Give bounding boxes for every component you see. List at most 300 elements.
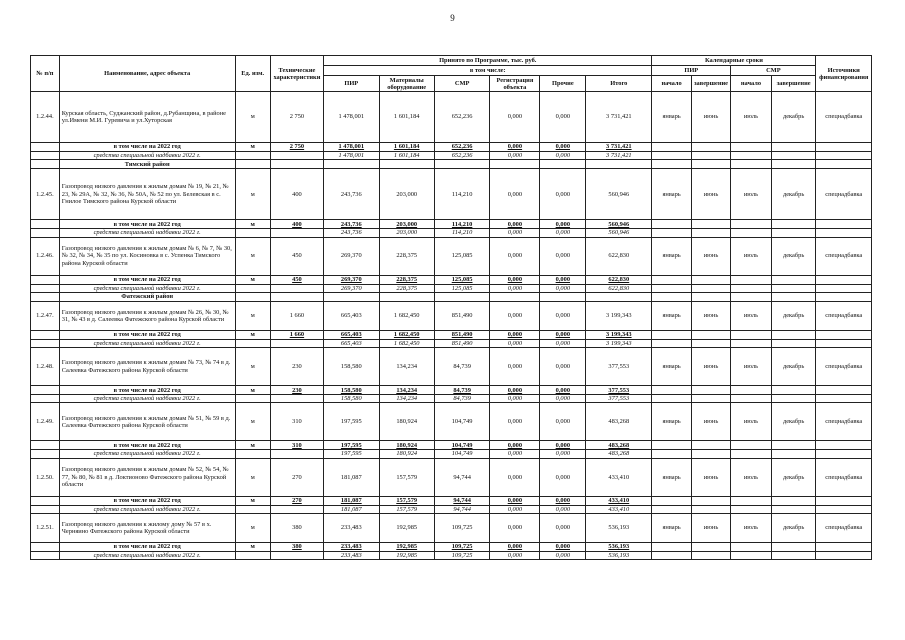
cell-reg: 0,000 (490, 386, 540, 395)
page-number: 9 (450, 13, 455, 23)
cell-other: 0,000 (540, 543, 586, 552)
cell-mat: 180,924 (379, 450, 434, 458)
cell-smr: 94,744 (434, 505, 489, 513)
cell-source-label: средства специальной надбавки 2022 г. (59, 450, 235, 458)
table-row (31, 403, 872, 441)
cell-empty (31, 152, 60, 160)
cell-smr-end: декабрь (771, 348, 816, 386)
cell-empty (731, 275, 772, 284)
cell-total: 622,830 (586, 275, 652, 284)
cal-pir-header: ПИР (652, 66, 731, 76)
cell-unit: м (235, 330, 270, 339)
cell-empty (691, 275, 730, 284)
cell-empty (490, 160, 540, 169)
cell-mat: 134,234 (379, 386, 434, 395)
cell-pir: 158,580 (324, 348, 379, 386)
cell-name: Газопровод низкого давления к жилым домам № 6, № 7, № 30, № 32, № 34, № 35 по ул. Косиновка в с. Успенка Тимского района Курской области (59, 237, 235, 275)
cell-empty (31, 339, 60, 347)
cell-smr: 109,725 (434, 543, 489, 552)
cell-empty (816, 284, 872, 292)
cell-unit: м (235, 543, 270, 552)
cell-smr-start: июль (731, 458, 772, 496)
cell-reg: 0,000 (490, 301, 540, 330)
cell-empty (771, 496, 816, 505)
table-row (31, 237, 872, 275)
cell-empty (816, 543, 872, 552)
cell-other: 0,000 (540, 237, 586, 275)
cell-empty (691, 339, 730, 347)
cell-mat: 1 601,184 (379, 143, 434, 152)
cell-total: 3 731,421 (586, 152, 652, 160)
year-total-row (31, 330, 872, 339)
cell-source-label: средства специальной надбавки 2022 г. (59, 552, 235, 560)
cell-total: 377,553 (586, 395, 652, 403)
col-materials-header: Материалы оборудование (379, 76, 434, 92)
cell-empty (31, 292, 60, 301)
col-funding-header: Источники финансирования (816, 56, 872, 92)
cell-smr: 125,085 (434, 275, 489, 284)
cell-other: 0,000 (540, 441, 586, 450)
cell-reg: 0,000 (490, 92, 540, 143)
cell-empty (731, 152, 772, 160)
cell-tech: 270 (270, 458, 323, 496)
cell-num: 1.2.50. (31, 458, 60, 496)
cell-name: Газопровод низкого давления к жилому дому № 57 в х. Черняино Фатежского района Курской области (59, 514, 235, 543)
cell-mat: 203,000 (379, 169, 434, 220)
cell-empty (270, 229, 323, 237)
cell-reg: 0,000 (490, 458, 540, 496)
cell-other: 0,000 (540, 403, 586, 441)
cell-pir-start: январь (652, 348, 691, 386)
cell-total: 433,410 (586, 505, 652, 513)
cell-empty (586, 160, 652, 169)
cell-other: 0,000 (540, 514, 586, 543)
cell-empty (771, 395, 816, 403)
cell-empty (731, 292, 772, 301)
cell-empty (816, 220, 872, 229)
cell-unit: м (235, 403, 270, 441)
cell-pir-end: июнь (691, 301, 730, 330)
cell-empty (771, 152, 816, 160)
table-row (31, 458, 872, 496)
cell-pir: 181,087 (324, 496, 379, 505)
program-table (30, 55, 872, 560)
cell-other: 0,000 (540, 143, 586, 152)
cell-total: 433,410 (586, 496, 652, 505)
funding-source-row (31, 505, 872, 513)
year-total-row (31, 275, 872, 284)
cell-empty (691, 505, 730, 513)
cell-reg: 0,000 (490, 348, 540, 386)
cell-pir: 197,595 (324, 441, 379, 450)
cell-empty (771, 543, 816, 552)
cell-total: 377,553 (586, 386, 652, 395)
cal-smr-header: СМР (731, 66, 816, 76)
cell-pir-end: июнь (691, 458, 730, 496)
cell-empty (771, 552, 816, 560)
cell-mat: 157,579 (379, 458, 434, 496)
cell-empty (691, 552, 730, 560)
cell-empty (652, 450, 691, 458)
year-total-row (31, 386, 872, 395)
cell-reg: 0,000 (490, 237, 540, 275)
cell-other: 0,000 (540, 284, 586, 292)
cell-empty (652, 275, 691, 284)
table-row (31, 92, 872, 143)
cell-smr-start: июль (731, 514, 772, 543)
cell-unit: м (235, 514, 270, 543)
cell-mat: 192,985 (379, 514, 434, 543)
cell-empty (771, 220, 816, 229)
col-smr-start-header: начало (731, 76, 772, 92)
cell-empty (652, 220, 691, 229)
col-total-header: Итого (586, 76, 652, 92)
cell-empty (270, 339, 323, 347)
cell-source-label: средства специальной надбавки 2022 г. (59, 152, 235, 160)
cell-empty (691, 160, 730, 169)
cell-empty (691, 450, 730, 458)
cell-smr: 109,725 (434, 552, 489, 560)
cell-tech: 270 (270, 496, 323, 505)
cell-empty (816, 160, 872, 169)
cell-empty (816, 152, 872, 160)
cell-name: Газопровод низкого давления к жилым домам № 19, № 21, № 23, № 29А, № 32, № 36, № 50А, № 52 по ул. Белевская в с. Гнилое Тимского района Курской области (59, 169, 235, 220)
cell-empty (652, 386, 691, 395)
cell-empty (270, 284, 323, 292)
cell-mat: 180,924 (379, 441, 434, 450)
cell-total: 3 731,421 (586, 143, 652, 152)
cell-unit: м (235, 220, 270, 229)
cell-unit: м (235, 301, 270, 330)
cell-empty (731, 220, 772, 229)
cell-empty (235, 552, 270, 560)
cell-empty (652, 395, 691, 403)
cell-funding: спецнадбавка (816, 458, 872, 496)
col-reg-header: Регистрация объекта (490, 76, 540, 92)
cell-empty (235, 395, 270, 403)
cell-funding: спецнадбавка (816, 403, 872, 441)
table-row (31, 348, 872, 386)
cell-smr: 109,725 (434, 514, 489, 543)
cell-empty (31, 229, 60, 237)
cell-total: 483,268 (586, 403, 652, 441)
cell-empty (270, 395, 323, 403)
cell-other: 0,000 (540, 386, 586, 395)
cell-smr-end: декабрь (771, 403, 816, 441)
cell-empty (691, 284, 730, 292)
cell-empty (691, 229, 730, 237)
col-other-header: Прочие (540, 76, 586, 92)
cell-empty (731, 543, 772, 552)
cell-empty (816, 292, 872, 301)
cell-empty (235, 292, 270, 301)
cell-empty (731, 552, 772, 560)
cell-empty (270, 552, 323, 560)
cell-empty (270, 505, 323, 513)
cell-smr-end: декабрь (771, 92, 816, 143)
cell-mat: 1 682,450 (379, 339, 434, 347)
cell-empty (816, 450, 872, 458)
cell-total: 536,193 (586, 543, 652, 552)
cell-funding: спецнадбавка (816, 514, 872, 543)
cell-unit: м (235, 348, 270, 386)
cell-empty (816, 386, 872, 395)
cell-mat: 1 682,450 (379, 301, 434, 330)
cell-tech: 400 (270, 220, 323, 229)
cell-empty (652, 543, 691, 552)
cell-tech: 450 (270, 237, 323, 275)
cell-empty (816, 395, 872, 403)
cell-smr: 125,085 (434, 284, 489, 292)
cell-smr: 851,490 (434, 330, 489, 339)
cell-tech: 2 750 (270, 143, 323, 152)
cell-empty (771, 441, 816, 450)
col-unit-header: Ед. изм. (235, 56, 270, 92)
cell-pir: 181,087 (324, 505, 379, 513)
cell-empty (540, 292, 586, 301)
cell-reg: 0,000 (490, 152, 540, 160)
cell-mat: 203,000 (379, 229, 434, 237)
cell-empty (652, 552, 691, 560)
cell-unit: м (235, 237, 270, 275)
cell-empty (652, 160, 691, 169)
cell-empty (652, 292, 691, 301)
cell-total: 560,946 (586, 169, 652, 220)
cell-pir: 269,370 (324, 284, 379, 292)
funding-source-row (31, 229, 872, 237)
cell-empty (235, 505, 270, 513)
cell-empty (652, 284, 691, 292)
cell-smr: 114,210 (434, 169, 489, 220)
cell-reg: 0,000 (490, 339, 540, 347)
cell-other: 0,000 (540, 330, 586, 339)
cell-empty (731, 441, 772, 450)
accepted-header: Принято по Программе, тыс. руб. (324, 56, 652, 66)
cell-mat: 192,985 (379, 543, 434, 552)
cell-mat: 157,579 (379, 505, 434, 513)
cell-total-label: в том числе на 2022 год (59, 543, 235, 552)
cell-empty (816, 229, 872, 237)
cell-empty (771, 450, 816, 458)
cell-num: 1.2.46. (31, 237, 60, 275)
cell-empty (324, 292, 379, 301)
cell-smr: 125,085 (434, 237, 489, 275)
cell-total: 3 199,343 (586, 339, 652, 347)
cell-pir: 197,595 (324, 450, 379, 458)
cell-total-label: в том числе на 2022 год (59, 143, 235, 152)
cell-source-label: средства специальной надбавки 2022 г. (59, 339, 235, 347)
cell-smr: 84,739 (434, 395, 489, 403)
cell-tech: 2 750 (270, 92, 323, 143)
cell-empty (731, 450, 772, 458)
cell-empty (31, 143, 60, 152)
cell-smr: 104,749 (434, 450, 489, 458)
cell-empty (731, 284, 772, 292)
table-row (31, 514, 872, 543)
cell-unit: м (235, 496, 270, 505)
cell-reg: 0,000 (490, 330, 540, 339)
cell-pir-start: январь (652, 301, 691, 330)
cell-mat: 157,579 (379, 496, 434, 505)
cell-pir: 1 478,001 (324, 92, 379, 143)
cell-total-label: в том числе на 2022 год (59, 275, 235, 284)
cell-unit: м (235, 143, 270, 152)
cell-reg: 0,000 (490, 284, 540, 292)
cell-other: 0,000 (540, 275, 586, 284)
cell-other: 0,000 (540, 348, 586, 386)
cell-smr: 94,744 (434, 458, 489, 496)
cell-smr: 114,210 (434, 229, 489, 237)
cell-empty (731, 505, 772, 513)
cell-pir-end: июнь (691, 237, 730, 275)
cell-funding: спецнадбавка (816, 237, 872, 275)
cell-empty (816, 339, 872, 347)
cell-tech: 450 (270, 275, 323, 284)
cell-empty (235, 284, 270, 292)
col-pir-end-header: завершение (691, 76, 730, 92)
cell-empty (731, 229, 772, 237)
cell-other: 0,000 (540, 496, 586, 505)
cell-empty (771, 284, 816, 292)
cell-empty (652, 229, 691, 237)
cell-empty (235, 152, 270, 160)
cell-total: 3 731,421 (586, 92, 652, 143)
cell-empty (652, 143, 691, 152)
cell-reg: 0,000 (490, 450, 540, 458)
cell-smr: 94,744 (434, 496, 489, 505)
cell-empty (691, 330, 730, 339)
cell-total: 622,830 (586, 284, 652, 292)
cell-name: Газопровод низкого давления к жилым домам № 73, № 74 в д. Салеевка Фатежского района Курской области (59, 348, 235, 386)
cell-other: 0,000 (540, 169, 586, 220)
cell-mat: 228,375 (379, 237, 434, 275)
col-pir-start-header: начало (652, 76, 691, 92)
cell-smr: 652,236 (434, 143, 489, 152)
cell-empty (652, 330, 691, 339)
cell-empty (816, 441, 872, 450)
cell-smr-end: декабрь (771, 169, 816, 220)
cell-smr: 114,210 (434, 220, 489, 229)
cell-pir-end: июнь (691, 348, 730, 386)
cell-tech: 310 (270, 441, 323, 450)
cell-mat: 228,375 (379, 275, 434, 284)
cell-num: 1.2.49. (31, 403, 60, 441)
cell-empty (771, 275, 816, 284)
col-tech-header: Технические характеристики (270, 56, 323, 92)
cell-mat: 134,234 (379, 348, 434, 386)
funding-source-row (31, 339, 872, 347)
cell-num: 1.2.51. (31, 514, 60, 543)
cell-total-label: в том числе на 2022 год (59, 330, 235, 339)
cell-empty (731, 395, 772, 403)
cell-empty (731, 143, 772, 152)
cell-other: 0,000 (540, 552, 586, 560)
cell-other: 0,000 (540, 505, 586, 513)
cell-other: 0,000 (540, 220, 586, 229)
cell-empty (270, 450, 323, 458)
cell-unit: м (235, 92, 270, 143)
cell-tech: 1 660 (270, 301, 323, 330)
cell-name: Курская область, Суджанский район, д.Рубанщина, в районе ул.Имени М.И. Гуревича и ул.Хуторская (59, 92, 235, 143)
cell-pir: 197,595 (324, 403, 379, 441)
cell-pir-start: январь (652, 458, 691, 496)
cell-empty (771, 229, 816, 237)
col-num-header: № п/п (31, 56, 60, 92)
cell-reg: 0,000 (490, 395, 540, 403)
cell-mat: 228,375 (379, 284, 434, 292)
cell-smr-start: июль (731, 403, 772, 441)
region-row (31, 160, 872, 169)
cell-empty (270, 152, 323, 160)
cell-pir: 243,736 (324, 220, 379, 229)
cell-empty (652, 152, 691, 160)
cell-total: 483,268 (586, 450, 652, 458)
cell-reg: 0,000 (490, 275, 540, 284)
cell-source-label: средства специальной надбавки 2022 г. (59, 229, 235, 237)
cell-empty (731, 386, 772, 395)
cell-tech: 230 (270, 386, 323, 395)
cell-empty (731, 330, 772, 339)
cell-tech: 400 (270, 169, 323, 220)
table-header (31, 56, 872, 92)
cell-unit: м (235, 458, 270, 496)
cell-empty (771, 143, 816, 152)
cell-empty (771, 330, 816, 339)
cell-total: 536,193 (586, 514, 652, 543)
cell-pir-start: январь (652, 169, 691, 220)
cell-total: 377,553 (586, 348, 652, 386)
cell-num: 1.2.47. (31, 301, 60, 330)
cell-reg: 0,000 (490, 220, 540, 229)
cell-smr: 851,490 (434, 339, 489, 347)
cell-empty (816, 275, 872, 284)
cell-pir: 665,403 (324, 339, 379, 347)
region-row (31, 292, 872, 301)
year-total-row (31, 143, 872, 152)
cell-empty (379, 160, 434, 169)
col-smr-end-header: завершение (771, 76, 816, 92)
cell-reg: 0,000 (490, 505, 540, 513)
year-total-row (31, 441, 872, 450)
cell-empty (31, 395, 60, 403)
cell-empty (691, 395, 730, 403)
cell-empty (652, 496, 691, 505)
cell-pir: 269,370 (324, 237, 379, 275)
cell-other: 0,000 (540, 152, 586, 160)
cell-empty (31, 552, 60, 560)
cell-total-label: в том числе на 2022 год (59, 386, 235, 395)
cell-funding: спецнадбавка (816, 169, 872, 220)
col-smr-header: СМР (434, 76, 489, 92)
cell-empty (691, 386, 730, 395)
col-name-header: Наименование, адрес объекта (59, 56, 235, 92)
region-label: Фатежский район (59, 292, 235, 301)
cell-empty (31, 543, 60, 552)
cell-empty (731, 160, 772, 169)
cell-funding: спецнадбавка (816, 348, 872, 386)
cell-empty (31, 450, 60, 458)
cell-empty (691, 292, 730, 301)
cell-funding: спецнадбавка (816, 92, 872, 143)
cell-empty (691, 496, 730, 505)
cell-tech: 380 (270, 543, 323, 552)
table-body (31, 92, 872, 560)
cell-mat: 1 682,450 (379, 330, 434, 339)
funding-source-row (31, 450, 872, 458)
cell-reg: 0,000 (490, 169, 540, 220)
cell-funding: спецнадбавка (816, 301, 872, 330)
cell-total: 3 199,343 (586, 301, 652, 330)
